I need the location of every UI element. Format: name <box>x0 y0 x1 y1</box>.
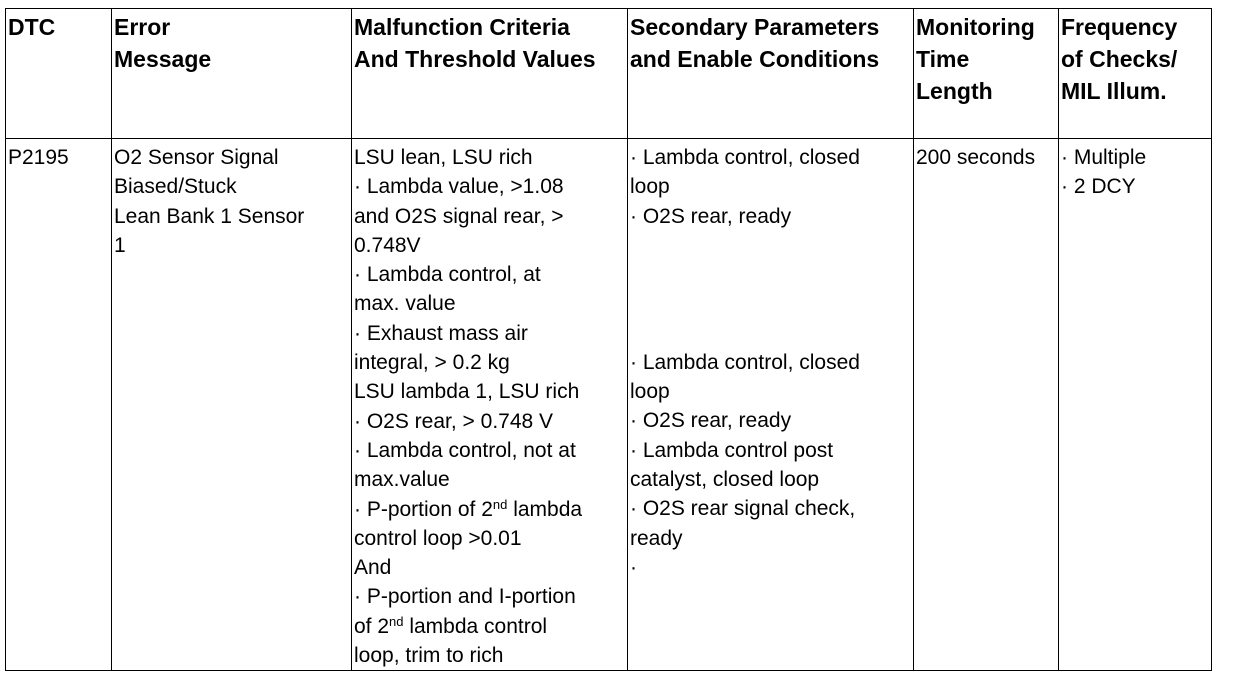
header-error-message: Error Message <box>112 9 352 139</box>
header-secondary-parameters: Secondary Parameters and Enable Conditions <box>628 9 914 139</box>
header-malfunction-criteria: Malfunction Criteria And Threshold Values <box>352 9 628 139</box>
cell-monitoring-time: 200 seconds <box>914 139 1059 671</box>
cell-frequency: · Multiple · 2 DCY <box>1059 139 1212 671</box>
header-dtc: DTC <box>6 9 112 139</box>
malfunction-p-portion-line: · P-portion of 2nd lambda <box>354 496 583 521</box>
cell-dtc: P2195 <box>6 139 112 671</box>
spacer <box>630 231 913 348</box>
table-row <box>6 139 1212 671</box>
cell-error-message: O2 Sensor Signal Biased/Stuck Lean Bank 1 Sensor 1 <box>112 139 352 671</box>
header-monitoring-time: Monitoring Time Length <box>914 9 1059 139</box>
dtc-table <box>5 8 1212 671</box>
header-row <box>6 9 1212 139</box>
malfunction-p-i-portion-line: of 2nd lambda control <box>354 613 548 638</box>
cell-secondary-parameters: · Lambda control, closed loop · O2S rear, ready · Lambda control, closed loop · O2S rear, ready · Lambda control post catalyst, closed loop · O2S rear signal check, ready · <box>628 139 914 671</box>
header-frequency: Frequency of Checks/ MIL Illum. <box>1059 9 1212 139</box>
cell-malfunction-criteria: LSU lean, LSU rich · Lambda value, >1.08 and O2S signal rear, > 0.748V · Lambda control, at max. value · Exhaust mass air integral, > 0.2 kg LSU lambda 1, LSU rich · O2S rear, > 0.748 V · Lambda control, not at max.value · P-portion of 2nd lambda control loop >0.01 And · P-portion and I-portion of 2nd lambda control loop, trim to rich <box>352 139 628 671</box>
